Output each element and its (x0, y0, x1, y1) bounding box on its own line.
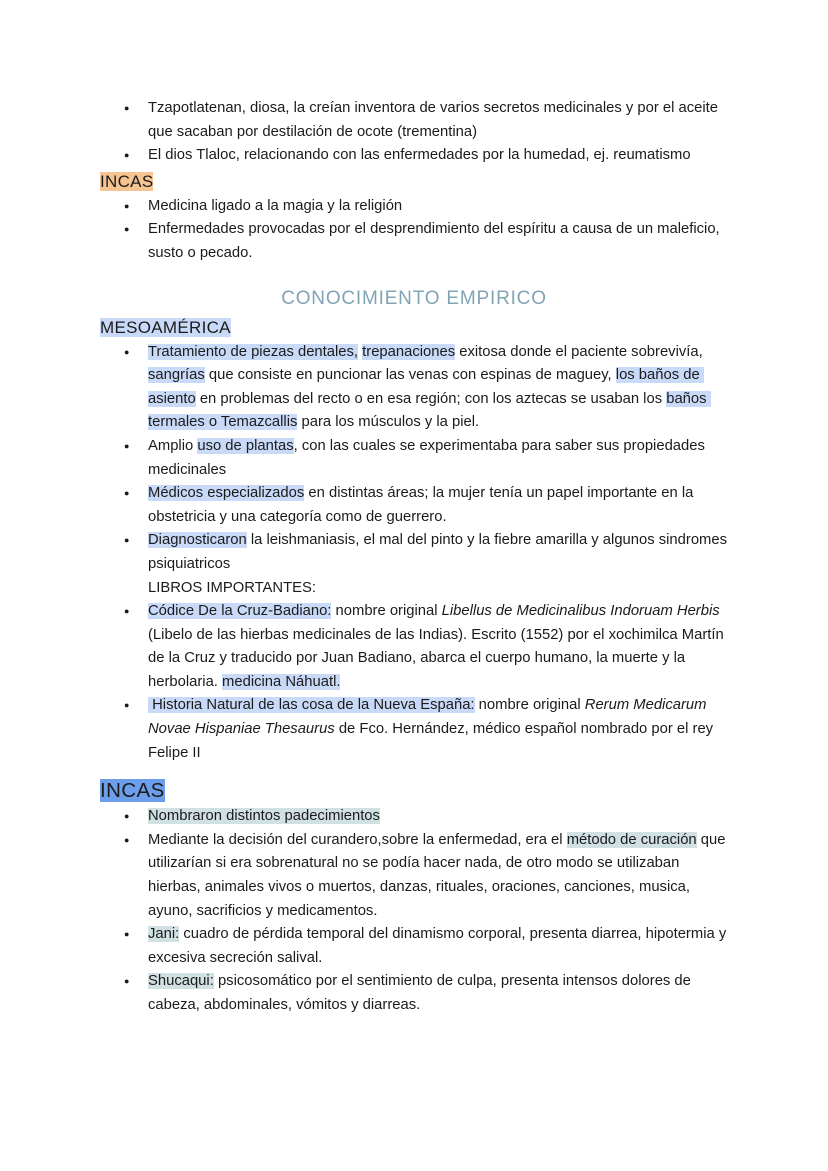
text-run: cuadro de pérdida temporal del dinamismo corporal, presenta diarrea, hipotermia y excesiva secreción salival. (148, 926, 731, 966)
bullet-icon: ● (124, 150, 130, 161)
bullet-item (124, 600, 728, 694)
bullet-item (124, 435, 728, 482)
page-title: CONOCIMIENTO EMPIRICO (281, 287, 547, 309)
bullet-item (124, 970, 728, 1017)
text-run: en distintas áreas; la mujer tenía un papel importante en la obstetricia y una categoría como de guerrero. (148, 485, 698, 525)
highlighted-text: MESOAMÉRICA (100, 317, 231, 337)
text-run: psicosomático por el sentimiento de culpa, presenta intensos dolores de cabeza, abdominales, vómitos y diarreas. (148, 973, 696, 1013)
highlighted-text: medicina Náhuatl. (222, 673, 341, 690)
highlighted-text: trepanaciones (362, 343, 456, 360)
bullet-item (124, 97, 728, 144)
text-run: El dios Tlaloc, relacionando con las enfermedades por la humedad, ej. reumatismo (148, 147, 691, 164)
text-run: Amplio (148, 437, 198, 454)
text-run: de Fco. Hernández, médico español nombrado por el rey Felipe II (148, 721, 718, 761)
highlighted-text: Tratamiento de piezas dentales, (148, 343, 359, 360)
bullet-icon: ● (124, 929, 130, 940)
highlighted-text: INCAS (100, 171, 154, 191)
bullet-item (124, 218, 728, 265)
highlighted-text: Diagnosticaron (148, 532, 247, 549)
bullet-icon: ● (124, 834, 130, 845)
italic-text: Rerum Medicarum Novae Hispaniae Thesaurus (148, 697, 711, 738)
bullet-icon: ● (124, 535, 130, 546)
highlighted-text: Médicos especializados (148, 485, 305, 502)
highlighted-text: los baños de asiento (148, 367, 704, 407)
text-run: LIBROS IMPORTANTES: (148, 579, 317, 596)
section-label-incas-magic (100, 168, 728, 195)
text-run: en problemas del recto o en esa región; con los aztecas se usaban los (195, 390, 667, 407)
bullet-item (124, 805, 728, 829)
text-run: Medicina ligado a la magia y la religión (148, 197, 403, 214)
text-run: , con las cuales se experimentaba para saber sus propiedades medicinales (148, 437, 710, 478)
bullet-icon: ● (124, 346, 130, 357)
italic-text: Libellus de Medicinalibus Indoruam Herbis (441, 603, 720, 620)
section-label-mesoamerica (100, 314, 728, 341)
mesoamerica-list (100, 341, 732, 766)
text-run: que utilizarían si era sobrenatural no se podía hacer nada, de otro modo se utilizaban hierbas, animales vivos o muertos, danzas, rituales, oraciones, canciones, musica, ayuno, sacrificios y medicamentos. (148, 831, 730, 919)
incas-empirico-list (100, 805, 731, 1017)
text-run: la leishmaniasis, el mal del pinto y la fiebre amarilla y algunos sindromes psiquiatricos (148, 532, 732, 572)
bullet-item (124, 923, 731, 970)
text-run: Enfermedades provocadas por el desprendimiento del espíritu a causa de un maleficio, susto o pecado. (148, 221, 724, 261)
bullet-icon: ● (124, 488, 130, 499)
bullet-item (124, 195, 728, 219)
highlighted-text: Nombraron distintos padecimientos (148, 808, 380, 825)
text-run: nombre original (331, 603, 442, 620)
aztec-deities-list (100, 97, 728, 168)
bullet-item (124, 694, 728, 765)
text-run: Mediante la decisión del curandero,sobre la enfermedad, era el (148, 831, 567, 848)
text-run: Tzapotlatenan, diosa, la creían inventora de varios secretos medicinales y por el aceite que sacaban por destilación de ocote (trementina) (148, 100, 723, 140)
bullet-icon: ● (124, 224, 130, 235)
section-label-incas-empirico (100, 777, 728, 805)
text-run: que consiste en puncionar las venas con espinas de maguey, (204, 367, 616, 384)
highlighted-text: método de curación (566, 831, 697, 848)
text-run: para los músculos y la piel. (297, 414, 480, 431)
bullet-item (124, 144, 728, 168)
highlighted-text: sangrías (148, 367, 205, 384)
bullet-item (124, 829, 730, 923)
highlighted-text: Historia Natural de las cosa de la Nueva España: (148, 697, 475, 714)
incas-magic-list (100, 195, 728, 266)
bullet-icon: ● (124, 700, 130, 711)
text-run: nombre original (474, 697, 585, 714)
bullet-icon: ● (124, 103, 130, 113)
bullet-item (124, 529, 732, 600)
bullet-item (124, 341, 728, 435)
text-run: exitosa donde el paciente sobrevivía, (455, 343, 707, 360)
highlighted-text: Shucaqui: (148, 973, 214, 990)
bullet-icon: ● (124, 976, 130, 987)
bullet-icon: ● (124, 440, 130, 451)
bullet-icon: ● (124, 200, 130, 211)
highlighted-text: Códice De la Cruz-Badiano: (148, 603, 332, 620)
bullet-icon: ● (124, 811, 130, 822)
highlighted-text: INCAS (100, 779, 165, 803)
bullet-item (124, 482, 728, 529)
highlighted-text: uso de plantas (197, 437, 294, 454)
text-run: (Libelo de las hierbas medicinales de las Indias). Escrito (1552) por el xochimilca Martín de la Cruz y traducido por Juan Badiano, abarca el cuerpo humano, la muerte y la herbolaria. (148, 603, 728, 690)
bullet-icon: ● (124, 606, 130, 617)
highlighted-text: baños termales o Temazcallis (148, 390, 711, 431)
highlighted-text: Jani: (148, 926, 180, 943)
